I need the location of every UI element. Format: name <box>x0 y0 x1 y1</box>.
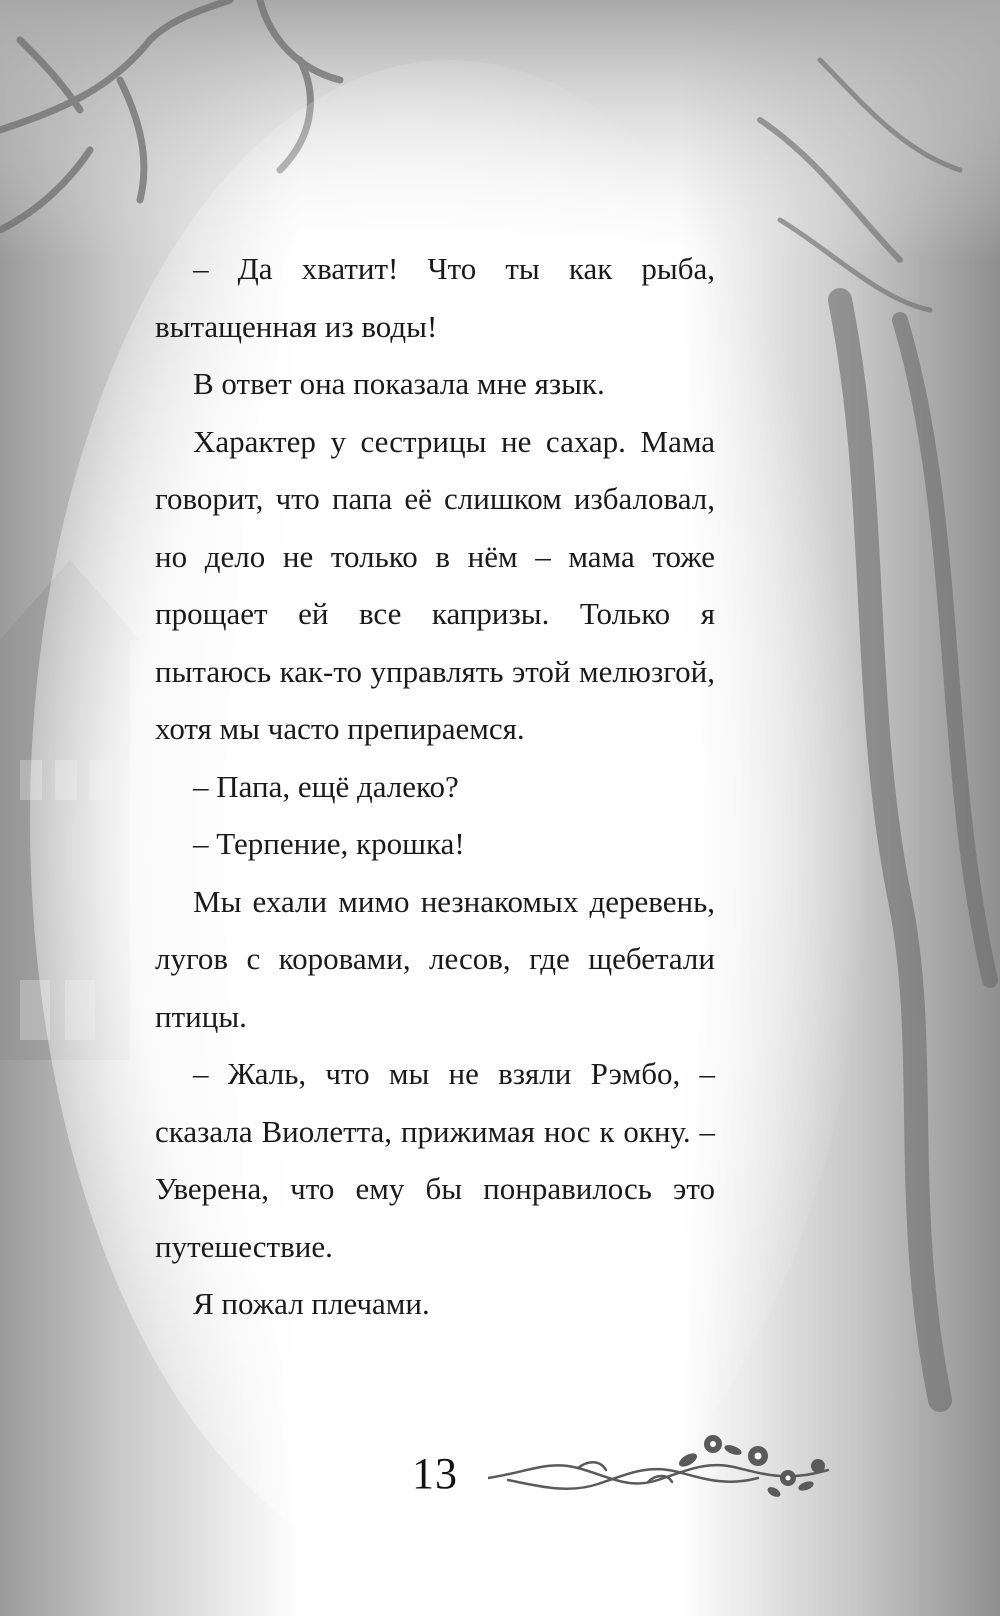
paragraph: Мы ехали мимо незнакомых деревень, лугов с коровами, лесов, где щебетали птицы. <box>155 883 715 1034</box>
paragraph: – Жаль, что мы не взяли Рэмбо, – сказала Виолетта, прижимая нос к окну. – Уверена, что ему бы понравилось это путешествие. <box>155 1056 715 1264</box>
paragraph: В ответ она показала мне язык. <box>193 366 605 401</box>
page-number: 13 <box>412 1449 458 1498</box>
paragraph: – Да хватит! Что ты как рыба, вытащенная из воды! <box>155 251 715 344</box>
floral-vine-ornament <box>488 1420 848 1510</box>
paragraph: Я пожал плечами. <box>193 1286 430 1321</box>
story-text <box>155 240 715 1333</box>
paragraph: – Терпение, крошка! <box>193 826 465 861</box>
paragraph: – Папа, ещё далеко? <box>193 768 459 804</box>
paragraph: Характер у сестрицы не сахар. Мама говорит, что папа её слишком избаловал, но дело не только в нём – мама тоже прощает ей все капризы. Только я пытаюсь как-то управлять этой мелюзгой, хотя мы часто препираемся. <box>155 423 715 746</box>
